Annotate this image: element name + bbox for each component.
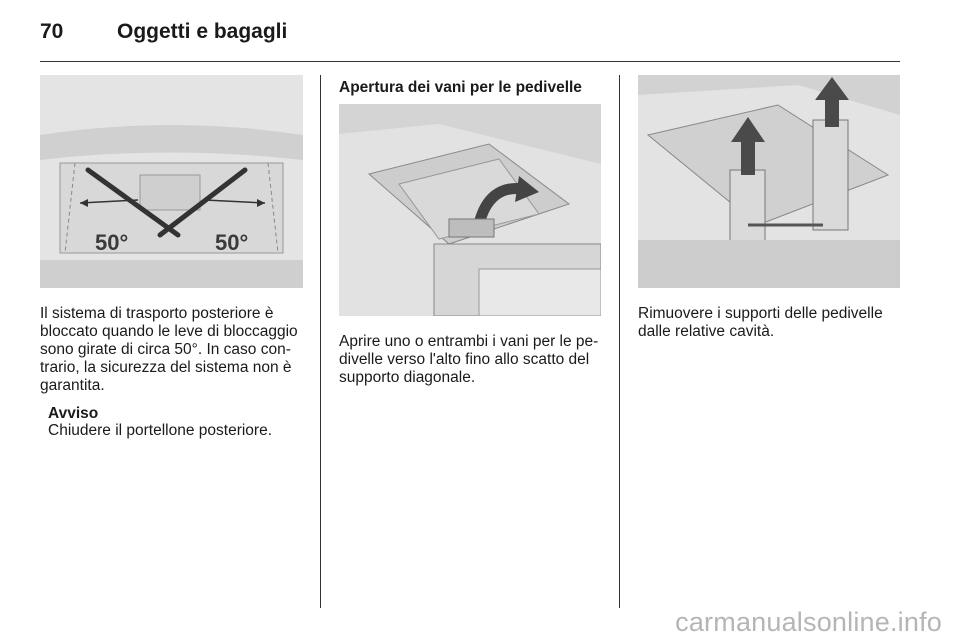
pedal-supports-illustration	[638, 75, 900, 288]
column-divider-1	[320, 75, 321, 608]
angle-label-right: 50°	[215, 230, 249, 255]
opening-paragraph: Aprire uno o entrambi i vani per le pe-divelle verso l'alto fino allo scatto del supporto diagonale.	[339, 333, 599, 386]
angle-label-left: 50°	[95, 230, 129, 255]
section-title: Apertura dei vani per le pedivelle	[339, 79, 582, 96]
header-divider	[40, 61, 900, 62]
page-number: 70	[40, 20, 64, 43]
locking-paragraph: Il sistema di trasporto posteriore è bloccato quando le leve di bloccaggio sono girate di circa 50°. In caso con-trario, la sicurezza del sistema non è garantita.	[40, 305, 298, 394]
column-divider-2	[619, 75, 620, 608]
rear-carrier-illustration	[40, 75, 303, 288]
notice-label: Avviso	[48, 405, 99, 422]
watermark: carmanualsonline.info	[675, 607, 942, 637]
notice-text: Chiudere il portellone posteriore.	[48, 422, 273, 439]
removal-paragraph: Rimuovere i supporti delle pedivelle dalle relative cavità.	[638, 305, 883, 340]
page-title: Oggetti e bagagli	[117, 20, 288, 43]
pedal-compartment-illustration	[339, 104, 601, 316]
